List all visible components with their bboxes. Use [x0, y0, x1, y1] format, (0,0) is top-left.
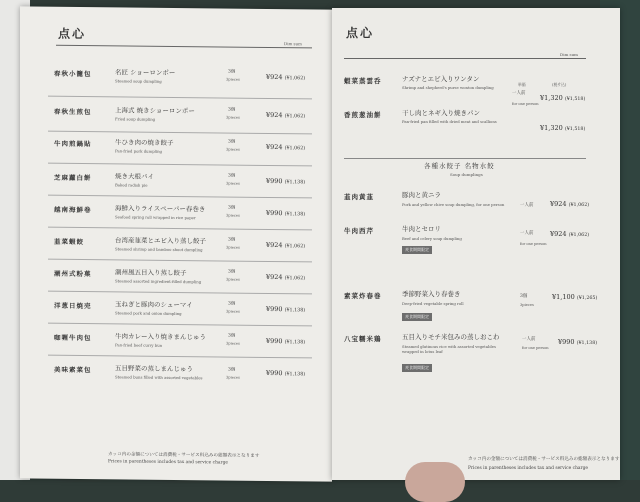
- piece-count-en: 3pieces: [520, 303, 534, 307]
- list-item: [332, 218, 620, 252]
- dish-description-en: Fried soup dumpling: [115, 116, 156, 122]
- dish-description: 名匠 ショーロンポー: [115, 68, 176, 77]
- list-item: [20, 358, 332, 389]
- list-item: [20, 98, 332, 129]
- price: [540, 124, 585, 132]
- dish-description-en: Deep-fried vegetable spring roll: [402, 301, 464, 306]
- price-value: ¥990: [266, 304, 283, 314]
- list-item: [20, 230, 332, 261]
- piece-count-en: 3pieces: [226, 375, 240, 380]
- dish-description: 干し肉とネギ入り焼きパン: [402, 109, 480, 117]
- price-with-tax: (¥1,062): [284, 114, 306, 120]
- price-with-tax: (¥1,062): [568, 203, 590, 208]
- dish-description-en: Pork and yellow chive soup dumpling, for one person: [402, 202, 505, 207]
- piece-count-en: 3pieces: [226, 77, 240, 82]
- price-with-tax: (¥1,265): [576, 296, 598, 301]
- menu-page-left: [20, 6, 332, 481]
- piece-count: 3個: [228, 301, 236, 307]
- price-with-tax: (¥1,062): [568, 233, 590, 238]
- dish-name: 咖喱牛肉包: [54, 333, 92, 343]
- price-with-tax: (¥1,138): [284, 308, 306, 314]
- divider: [48, 163, 312, 167]
- dish-name: 蝦菜蒸雲呑: [344, 77, 382, 85]
- price-value: ¥1,320: [540, 124, 563, 132]
- price: [558, 338, 597, 346]
- list-item: [332, 326, 620, 370]
- dish-name: 潮州式粉菓: [54, 269, 92, 279]
- dish-description: 上海式 焼きショーロンポー: [115, 106, 195, 116]
- dish-description: 牛肉とセロリ: [402, 225, 441, 233]
- dish-description-en: Steamed glutinous rice with assorted vegetables wrapped in lotus leaf: [402, 344, 496, 354]
- piece-count: 3個: [228, 269, 236, 275]
- dish-description-en: Pan-fried pork dumpling: [115, 148, 162, 154]
- price-value: ¥1,100: [552, 293, 575, 301]
- piece-count: 3個: [228, 107, 236, 113]
- piece-count-en: 3pieces: [226, 115, 240, 120]
- page-title: 点心: [346, 26, 375, 40]
- finger-photo-element: [405, 462, 465, 502]
- piece-count: 一人前: [522, 337, 536, 342]
- price: [550, 200, 589, 208]
- price-value: ¥1,320: [540, 94, 563, 102]
- price-value: ¥924: [550, 200, 567, 208]
- dish-name: 牛肉西芹: [344, 227, 374, 235]
- price-with-tax: (¥1,138): [284, 372, 306, 378]
- dish-description-en: Pan-fried pan filled with dried meat and scallions: [402, 119, 497, 124]
- dish-description-en: Steamed soup dumpling: [115, 78, 162, 84]
- list-item: [20, 326, 332, 357]
- dish-description: 五目野菜の蒸しまんじゅう: [115, 364, 193, 374]
- dish-name: 美味素菜包: [54, 365, 92, 375]
- piece-count: 3個: [228, 69, 236, 75]
- price-value: ¥924: [266, 142, 283, 152]
- piece-count: 3個: [520, 294, 528, 299]
- dish-name: 芝麻蘿白餅: [54, 173, 92, 183]
- dish-description: 牛肉カレー入り焼きまんじゅう: [115, 332, 206, 342]
- dish-description: 五目入りモチ米包みの蒸しおこわ: [402, 333, 500, 341]
- piece-count-en: for one person: [520, 242, 547, 246]
- dish-description: 豚肉と黄ニラ: [402, 191, 441, 199]
- list-item: [332, 184, 620, 212]
- divider: [344, 58, 586, 59]
- price-with-tax: (¥1,138): [284, 340, 306, 346]
- piece-count: 一人前: [512, 91, 526, 96]
- dish-description: 玉ねぎと豚肉のシューマイ: [115, 300, 193, 310]
- section-title: 各種水餃子 名物水餃: [424, 162, 495, 170]
- divider: [56, 45, 312, 49]
- price-value: ¥990: [266, 368, 283, 378]
- dish-description-en: Steamed shrimp and bamboo shoot dumpling: [115, 246, 203, 253]
- price: [266, 209, 305, 217]
- piece-count: 3個: [228, 237, 236, 243]
- piece-count-en: for one person: [522, 346, 549, 350]
- price-value: ¥924: [550, 230, 567, 238]
- price-with-tax: (¥1,518): [564, 127, 586, 132]
- limited-time-badge: 麦食期間限定: [402, 313, 432, 321]
- price: [550, 230, 589, 238]
- list-item: [20, 198, 332, 229]
- column-header: 単価: [518, 82, 526, 87]
- price-with-tax: (¥1,062): [284, 276, 306, 282]
- dish-name: 洋葱日焼売: [54, 301, 92, 311]
- price: [552, 293, 597, 301]
- price-with-tax: (¥1,062): [284, 244, 306, 250]
- page-note: Dim sum: [560, 52, 578, 57]
- dish-description: 牛ひき肉の焼き餃子: [115, 138, 174, 147]
- dish-description-en: Steamed buns filled with assorted vegetables: [115, 374, 203, 381]
- dish-name: 素菜炸春巻: [344, 292, 382, 300]
- price-value: ¥924: [266, 72, 283, 82]
- list-item: [20, 166, 332, 197]
- piece-count: 一人前: [520, 203, 534, 208]
- price: [266, 241, 305, 249]
- dish-name: 春秋小籠包: [54, 69, 92, 79]
- dish-description: 海鮮入りライスペーパー春巻き: [115, 204, 206, 214]
- price: [540, 94, 585, 102]
- price: [266, 273, 305, 281]
- section-title-en: Soup dumplings: [450, 172, 483, 177]
- dish-description-en: Beef and celery soup dumpling: [402, 236, 462, 241]
- dish-description-en: Pan-fried beef curry bun: [115, 342, 163, 348]
- price-with-tax: (¥1,138): [284, 212, 306, 218]
- price: [266, 73, 305, 81]
- price: [266, 177, 305, 185]
- price: [266, 143, 305, 151]
- price-value: ¥990: [558, 338, 575, 346]
- divider: [344, 158, 586, 159]
- limited-time-badge: 麦食期間限定: [402, 364, 432, 372]
- dish-name: 八宝糯米鶏: [344, 335, 382, 343]
- price-value: ¥924: [266, 240, 283, 250]
- dish-description: 潮州風五目入り蒸し餃子: [115, 268, 187, 278]
- dish-description: 焼き大根パイ: [115, 172, 154, 181]
- footer-note: カッコ内の金額については消費税・サービス料込みの総額表示となります: [468, 457, 620, 462]
- dish-name: 牛肉煎鍋貼: [54, 139, 92, 149]
- dish-description-en: Steamed pork and onion dumpling: [115, 310, 182, 317]
- piece-count-en: 3pieces: [226, 309, 240, 314]
- price-value: ¥990: [266, 208, 283, 218]
- piece-count: 3個: [228, 139, 236, 145]
- price-with-tax: (¥1,518): [564, 97, 586, 102]
- piece-count-en: 3pieces: [226, 341, 240, 346]
- menu-page-right: [332, 8, 620, 480]
- piece-count: 3個: [228, 333, 236, 339]
- price-value: ¥990: [266, 176, 283, 186]
- list-item: [20, 294, 332, 325]
- price: [266, 337, 305, 345]
- price: [266, 369, 305, 377]
- list-item: [20, 262, 332, 293]
- dish-name: 越南海鮮卷: [54, 205, 92, 215]
- page-note: Dim sum: [284, 41, 302, 47]
- piece-count: 3個: [228, 367, 236, 373]
- dish-description-en: Steamed assorted ingredient-filled dumpling: [115, 278, 202, 285]
- price-with-tax: (¥1,138): [576, 341, 598, 346]
- dish-description-en: Shrimp and shepherd's purse wonton dumpling: [402, 85, 494, 90]
- price-value: ¥924: [266, 110, 283, 120]
- price-with-tax: (¥1,062): [284, 76, 306, 82]
- dish-description: 季節野菜入り春巻き: [402, 290, 461, 298]
- dish-description: ナズナとエビ入りワンタン: [402, 75, 480, 83]
- limited-time-badge: 麦食期間限定: [402, 246, 432, 254]
- list-item: [20, 132, 332, 163]
- dish-description: 台湾産韮菜とエビ入り蒸し餃子: [115, 236, 206, 246]
- piece-count-en: for one person: [512, 102, 539, 106]
- dish-description-en: Seafood spring roll wrapped in rice paper: [115, 214, 196, 221]
- list-item: [20, 64, 332, 95]
- price: [266, 305, 305, 313]
- price-with-tax: (¥1,062): [284, 146, 306, 152]
- dish-name: 香煎葱油餅: [344, 111, 382, 119]
- footer-note-en: Prices in parentheses includes tax and service charge: [108, 459, 229, 466]
- page-title: 点心: [58, 26, 87, 42]
- column-header: (税サ込): [552, 82, 567, 87]
- dish-name: 韮肉黄韮: [344, 193, 374, 201]
- list-item: [332, 104, 620, 132]
- list-item: [332, 70, 620, 106]
- dish-description-en: Baked radish pie: [115, 182, 148, 188]
- footer-note-en: Prices in parentheses includes tax and service charge: [468, 466, 589, 471]
- piece-count: 3個: [228, 205, 236, 211]
- price-value: ¥924: [266, 272, 283, 282]
- piece-count-en: 3pieces: [226, 213, 240, 218]
- piece-count-en: 3pieces: [226, 147, 240, 152]
- piece-count-en: 3pieces: [226, 277, 240, 282]
- dish-name: 韮菜蝦餃: [54, 237, 84, 247]
- price-value: ¥990: [266, 336, 283, 346]
- piece-count-en: 3pieces: [226, 181, 240, 186]
- dish-name: 春秋生煎包: [54, 107, 92, 117]
- piece-count: 3個: [228, 173, 236, 179]
- footer-note: カッコ内の金額については消費税・サービス料込みの総額表示となります: [108, 452, 260, 459]
- piece-count: 一人前: [520, 231, 534, 236]
- price-with-tax: (¥1,138): [284, 180, 306, 186]
- list-item: [332, 283, 620, 319]
- piece-count-en: 3pieces: [226, 245, 240, 250]
- price: [266, 111, 305, 119]
